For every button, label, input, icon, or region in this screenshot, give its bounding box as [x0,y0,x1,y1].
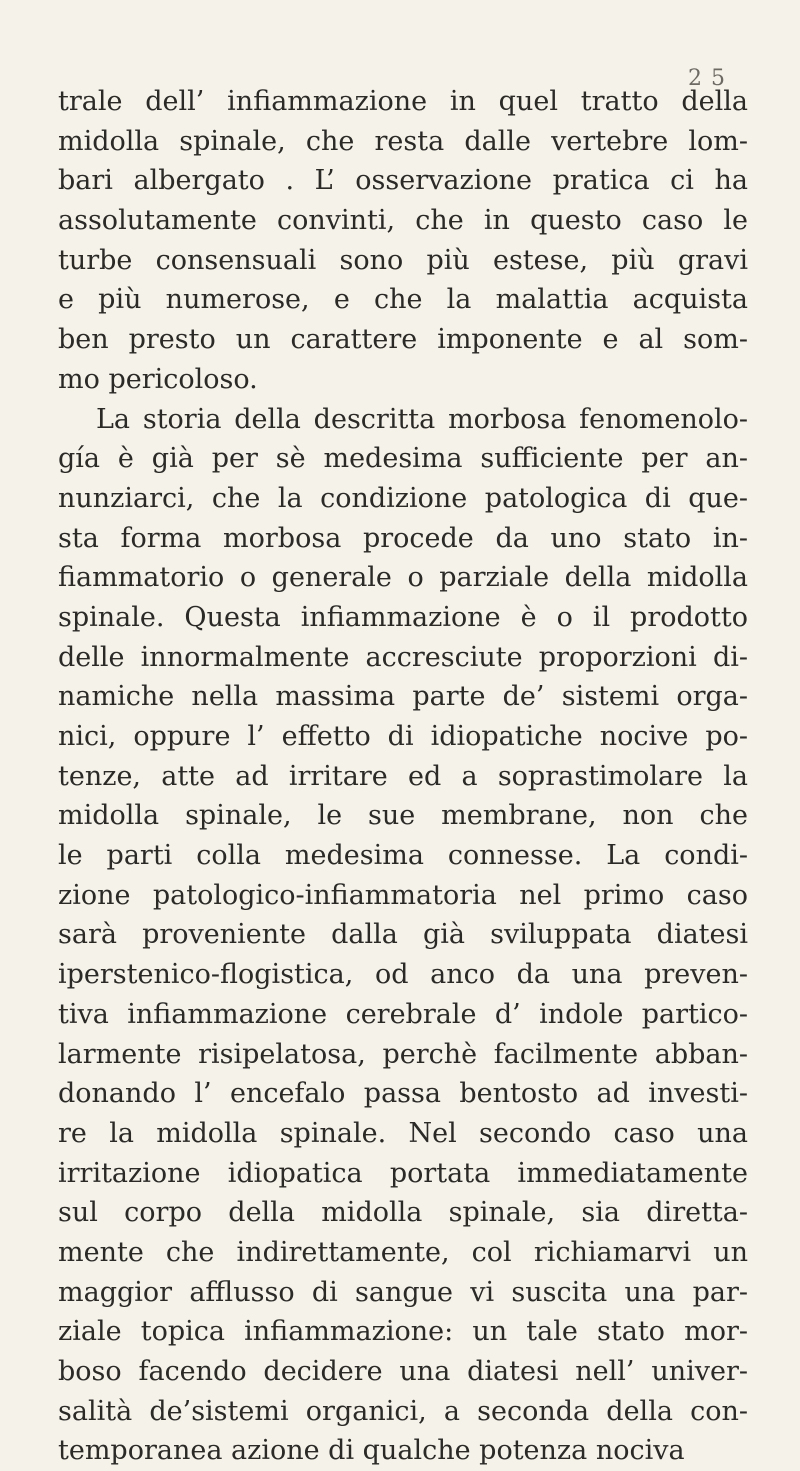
text-line: iperstenico-flogistica, od anco da una preven- [58,959,748,991]
text-line: mente che indirettamente, col richiamarvi un [58,1236,748,1268]
text-line: trale dell’ infiammazione in quel tratto della [58,86,748,117]
text-line: spinale. Questa infiammazione è o il prodotto [58,601,748,633]
text-line: assolutamente convinti, che in questo caso le [58,205,748,237]
page-number: 2 5 [688,66,726,91]
text-line: boso facendo decidere una diatesi nell’ univer- [58,1356,748,1387]
text-line-final: temporanea azione di qualche potenza nociva [58,1435,685,1467]
text-line: tenze, atte ad irritare ed a soprastimolare la [58,760,748,792]
text-line: delle innormalmente accresciute proporzioni di- [58,641,748,673]
text-line: donando l’ encefalo passa bentosto ad investi- [58,1078,748,1110]
text-line: larmente risipelatosa, perchè facilmente abban- [58,1038,748,1070]
text-line: gía è già per sè medesima sufficiente per an- [58,443,748,475]
text-line: irritazione idiopatica portata immediatamente [58,1157,748,1189]
text-line: ben presto un carattere imponente e al som- [58,324,748,356]
body-text [58,82,748,1471]
text-line: namiche nella massima parte de’ sistemi orga- [58,681,748,713]
text-line: turbe consensuali sono più estese, più gravi [58,244,748,276]
text-line-paragraph-start: La storia della descritta morbosa fenomenolo- [96,403,748,435]
text-line: sul corpo della midolla spinale, sia diretta- [58,1197,748,1229]
text-line-paragraph-end: mo pericoloso. [58,363,258,395]
text-line: nunziarci, che la condizione patologica di que- [58,482,748,514]
text-line: re la midolla spinale. Nel secondo caso una [58,1117,748,1149]
text-line: midolla spinale, le sue membrane, non che [58,800,748,832]
text-line: salità de’sistemi organici, a seconda della con- [58,1395,748,1427]
text-line: sta forma morbosa procede da uno stato in- [58,522,748,554]
text-line: ziale topica infiammazione: un tale stato mor- [58,1316,748,1348]
text-line: bari albergato . L’ osservazione pratica ci ha [58,165,748,197]
text-line: nici, oppure l’ effetto di idiopatiche nocive po- [58,721,748,752]
text-line: tiva infiammazione cerebrale d’ indole partico- [58,998,748,1030]
text-line: sarà proveniente dalla già sviluppata diatesi [58,919,748,951]
text-line: fiammatorio o generale o parziale della midolla [58,562,748,594]
text-line: zione patologico-infiammatoria nel primo caso [58,879,748,911]
text-line: le parti colla medesima connesse. La condi- [58,840,748,872]
text-line: maggior afflusso di sangue vi suscita una par- [58,1276,748,1308]
text-line: e più numerose, e che la malattia acquista [58,284,748,316]
text-line: midolla spinale, che resta dalle vertebre lom- [58,125,748,157]
